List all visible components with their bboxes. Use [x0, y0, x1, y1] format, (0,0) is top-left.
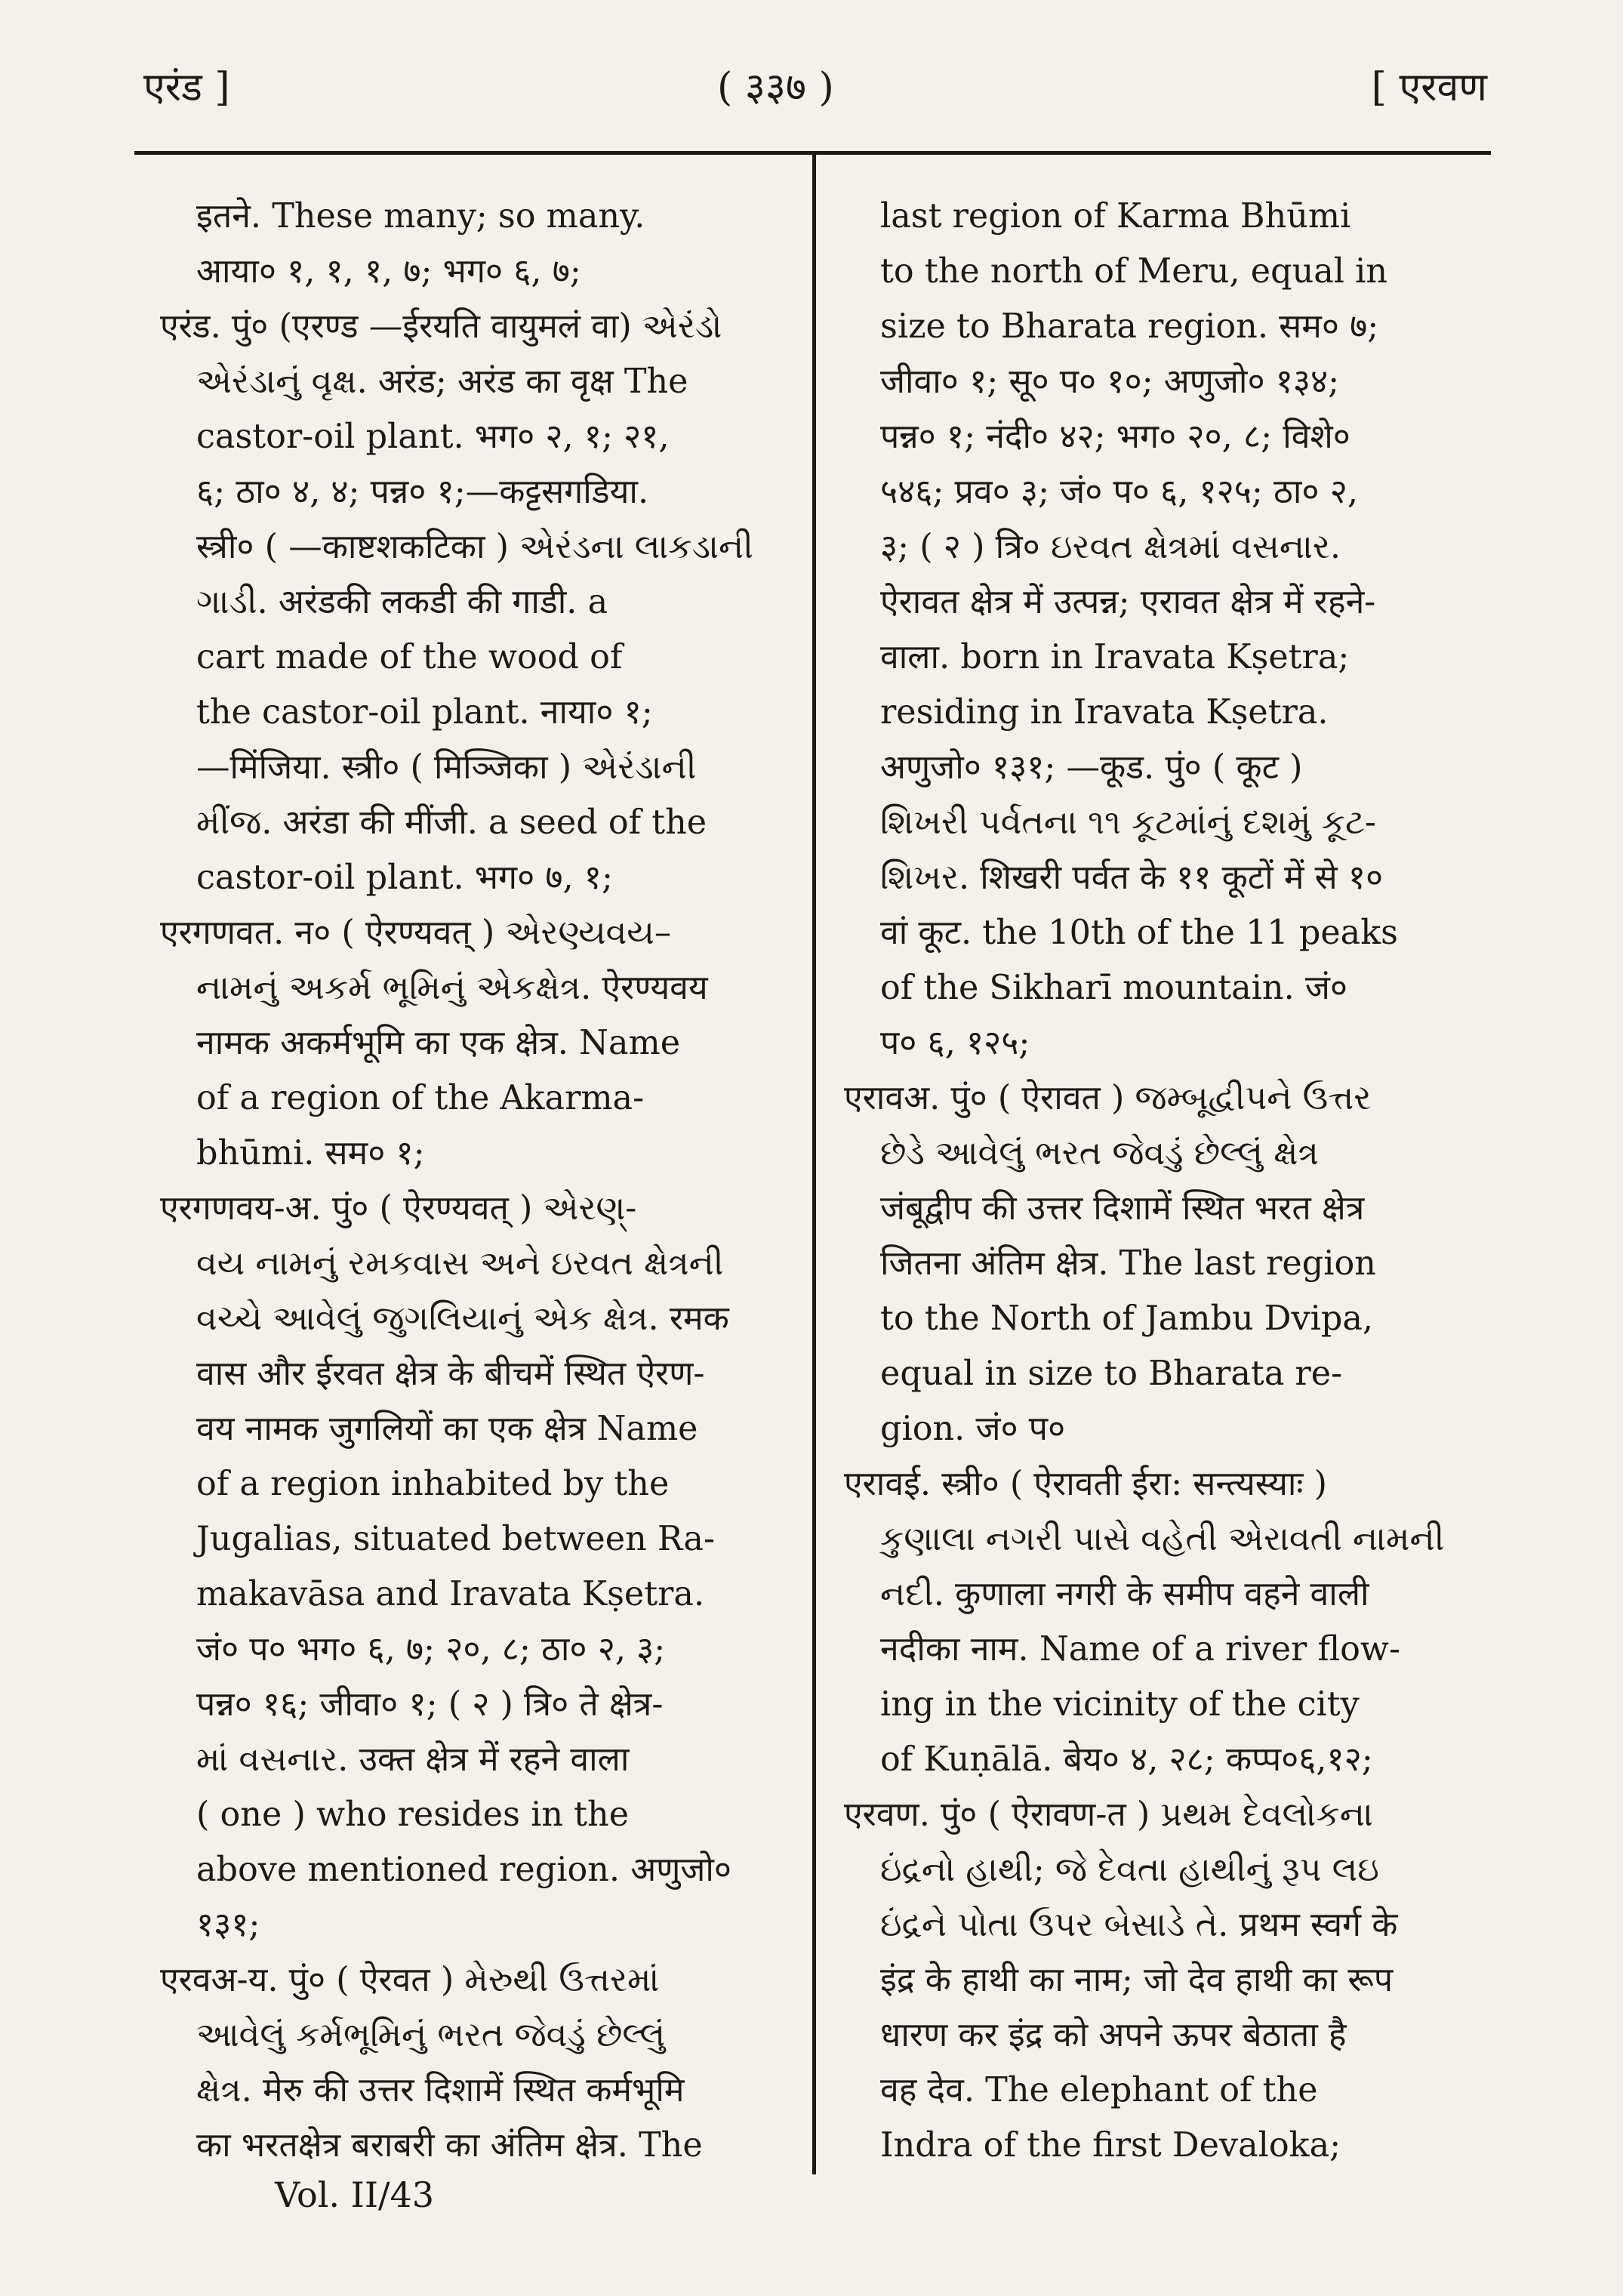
dictionary-line: માં વસનાર. उक्त क्षेत्र में रहने वाला [196, 1740, 630, 1779]
dictionary-line: કુણાલા નગરી પાસે વહેતી એરાવતી નામની [880, 1520, 1445, 1558]
dictionary-line: इंद्र के हाथी का नाम; जो देव हाथी का रूप [880, 1961, 1394, 1999]
dictionary-line: धारण कर इंद्र को अपने ऊपर बेठाता है [880, 2016, 1347, 2054]
dictionary-line: जीवा० १; सू० प० १०; अणुजो० १३४; [880, 362, 1340, 401]
dictionary-line: of Kuṇālā. बेय० ४, २८; कप्प०६,१२; [880, 1740, 1373, 1779]
dictionary-line: last region of Karma Bhūmi [880, 197, 1351, 236]
dictionary-line: size to Bharata region. सम० ७; [880, 307, 1379, 346]
dictionary-line: ક્ષેત્ર. मेरु की उत्तर दिशामें स्थित कर्मभूमि [196, 2071, 685, 2110]
dictionary-line: છેડે આવેલું ભરત જેવડું છેલ્લું ક્ષેત્ર [880, 1134, 1319, 1173]
dictionary-line: जंबूद्वीप की उत्तर दिशामें स्थित भरत क्षेत्र [880, 1189, 1365, 1228]
dictionary-line: cart made of the wood of [196, 638, 623, 676]
dictionary-line: નામનું અકર્મ ભૂમિનું એકક્ષેત્ર. ऐरण्यवय [196, 969, 708, 1007]
dictionary-line: gion. जं० प० [880, 1410, 1066, 1448]
dictionary-line: ઇંદ્રનો હાથી; જે દેવતા હાથીનું રૂપ લઇ [880, 1851, 1379, 1889]
right-column [844, 189, 1471, 2173]
dictionary-line: equal in size to Bharata re- [880, 1354, 1343, 1393]
dictionary-line: castor-oil plant. भग० ७, १; [196, 858, 613, 897]
dictionary-line: ઇંદ્રને પોતા ઉપર બેસાડે તે. प्रथम स्वर्ग के [880, 1906, 1398, 1944]
dictionary-line: वां कूट. the 10th of the 11 peaks [880, 914, 1398, 952]
dictionary-line: जं० प० भग० ६, ७; २०, ८; ठा० २, ३; [196, 1630, 666, 1669]
dictionary-line: एरवअ-य. पुं० ( ऐरवत ) મેરુથી ઉત્તરમાં [160, 1961, 660, 1999]
dictionary-line: एरावअ. पुं० ( ऐरावत ) જમ્બૂદ્વીપને ઉત્તર [844, 1079, 1372, 1117]
dictionary-line: વચ્ચે આવેલું જુગલિયાનું એક ક્ષેત્ર. रमक [196, 1299, 729, 1338]
dictionary-line: residing in Iravata Kṣetra. [880, 693, 1329, 732]
header-right-guide-word: [ एरवण [1371, 65, 1487, 110]
volume-footer: Vol. II/43 [275, 2174, 435, 2215]
dictionary-line: Jugalias, situated between Ra- [196, 1520, 715, 1558]
dictionary-line: of a region inhabited by the [196, 1465, 670, 1503]
dictionary-line: वास और ईरवत क्षेत्र के बीचमें स्थित ऐरण- [196, 1354, 705, 1393]
dictionary-line: नामक अकर्मभूमि का एक क्षेत्र. Name [196, 1024, 681, 1062]
dictionary-line: वह देव. The elephant of the [880, 2071, 1318, 2110]
dictionary-line: वाला. born in Iravata Kṣetra; [880, 638, 1350, 676]
dictionary-line: —मिंजिया. स्त्री० ( मिञ्जिका ) એરંડાની [196, 748, 697, 787]
dictionary-line: the castor-oil plant. नाया० १; [196, 693, 653, 732]
dictionary-line: ६; ठा० ४, ४; पन्न० १;—कट्टसगडिया. [196, 473, 649, 511]
dictionary-line: એરંડાનું વૃક્ષ. अरंड; अरंड का वृक्ष The [196, 362, 688, 401]
page-number: ( ३३७ ) [717, 65, 834, 110]
dictionary-line: का भरतक्षेत्र बराबरी का अंतिम क्षेत्र. The [196, 2126, 703, 2165]
dictionary-line: શિખરી પર્વતના ૧૧ કૂટમાંનું દશમું કૂટ- [880, 803, 1376, 842]
dictionary-line: एरगणवत. न० ( ऐरण्यवत् ) એરણ્યવય– [160, 914, 672, 952]
dictionary-line: શિખર. शिखरी पर्वत के ११ कूटों में से १० [880, 858, 1384, 897]
dictionary-line: above mentioned region. अणुजो० [196, 1851, 732, 1889]
dictionary-line: Indra of the first Devaloka; [880, 2126, 1341, 2165]
dictionary-line: ગાડી. अरंडकी लकडी की गाडी. a [196, 583, 608, 621]
left-column [160, 189, 771, 2173]
header-left-guide-word: एरंड ] [143, 65, 230, 110]
dictionary-line: पन्न० १६; जीवा० १; ( २ ) त्रि० ते क्षेत्र- [196, 1685, 664, 1724]
dictionary-line: एरगणवय-अ. पुं० ( ऐरण्यवत् ) એરણ્- [160, 1189, 637, 1228]
dictionary-line: एरंड. पुं० (एरण्ड —ईरयति वायुमलं वा) એરંડો [160, 307, 722, 346]
dictionary-line: નદી. कुणाला नगरी के समीप वहने वाली [880, 1575, 1369, 1613]
dictionary-line: bhūmi. सम० १; [196, 1134, 425, 1173]
dictionary-line: to the north of Meru, equal in [880, 252, 1388, 291]
dictionary-line: स्त्री० ( —काष्टशकटिका ) એરંડના લાકડાની [196, 528, 753, 566]
dictionary-line: ing in the vicinity of the city [880, 1685, 1360, 1724]
dictionary-line: एरवण. पुं० ( ऐरावण-त ) પ્રથમ દેવલોકના [844, 1795, 1373, 1834]
dictionary-line: इतने. These many; so many. [196, 197, 645, 236]
dictionary-line: १३१; [196, 1906, 260, 1944]
dictionary-line: to the North of Jambu Dvipa, [880, 1299, 1374, 1338]
dictionary-line: आया० १, १, १, ७; भग० ६, ७; [196, 252, 581, 291]
dictionary-line: वय नामक जुगलियों का एक क्षेत्र Name [196, 1410, 698, 1448]
dictionary-line: नदीका नाम. Name of a river flow- [880, 1630, 1401, 1669]
dictionary-line: प० ६, १२५; [880, 1024, 1030, 1062]
dictionary-line: पन्न० १; नंदी० ४२; भग० २०, ८; विशे० [880, 418, 1350, 456]
dictionary-line: વય નામનું રમકવાસ અને ઇરવત ક્ષેત્રની [196, 1244, 724, 1283]
column-divider [812, 151, 816, 2174]
dictionary-line: ऐरावत क्षेत्र में उत्पन्न; एरावत क्षेत्र में रहने- [880, 583, 1376, 621]
page-header [143, 59, 1487, 119]
dictionary-line: अणुजो० १३१; —कूड. पुं० ( कूट ) [880, 748, 1303, 787]
dictionary-line: एरावई. स्त्री० ( ऐरावती ईरा: सन्त्यस्याः ) [844, 1465, 1327, 1503]
dictionary-line: of the Sikharī mountain. जं० [880, 969, 1348, 1007]
dictionary-line: जितना अंतिम क्षेत्र. The last region [880, 1244, 1376, 1283]
dictionary-line: castor-oil plant. भग० २, १; २१, [196, 418, 670, 456]
dictionary-line: મીંજ. अरंडा की मींजी. a seed of the [196, 803, 707, 842]
dictionary-line: ( one ) who resides in the [196, 1795, 630, 1834]
dictionary-line: of a region of the Akarma- [196, 1079, 645, 1117]
dictionary-line: ५४६; प्रव० ३; जं० प० ६, १२५; ठा० २, [880, 473, 1358, 511]
dictionary-line: આવેલું કર્મભૂમિનું ભરત જેવડું છેલ્લું [196, 2016, 666, 2054]
dictionary-line: makavāsa and Iravata Kṣetra. [196, 1575, 705, 1613]
dictionary-line: ३; ( २ ) त्रि० ઇરવત ક્ષેત્રમાં વસનાર. [880, 528, 1341, 566]
